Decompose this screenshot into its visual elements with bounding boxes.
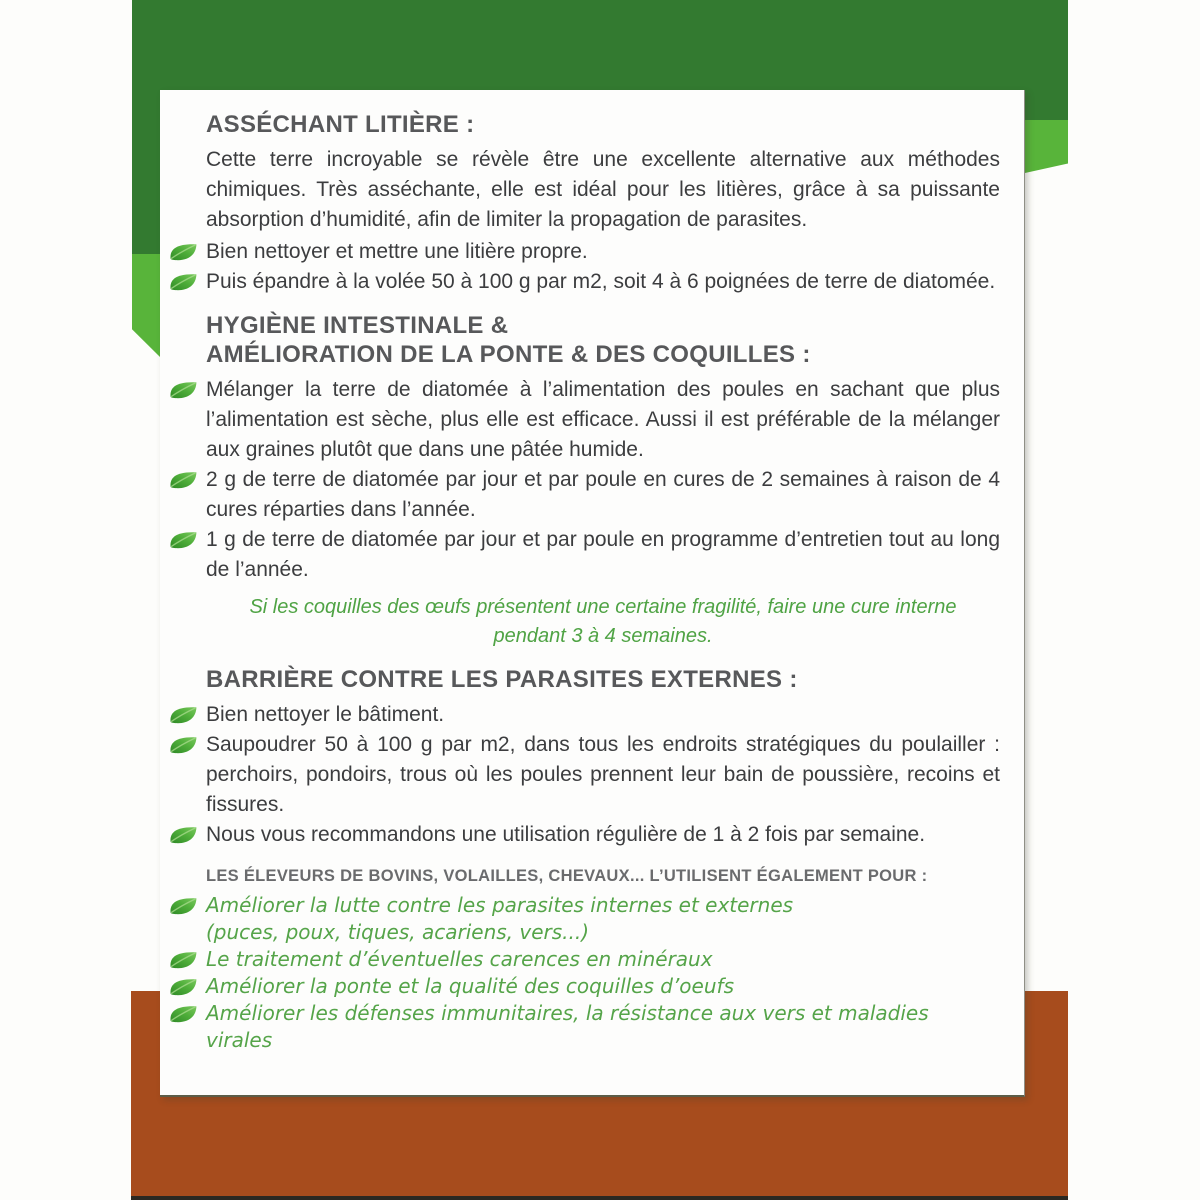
section-hygiene-intestinale <box>206 311 1000 651</box>
left-ribbon-tail <box>132 254 160 357</box>
note-text: Si les coquilles des œufs présentent une certaine fragilité, faire une cure interne pendant 3 à 4 semaines. <box>249 596 957 647</box>
bullet-item <box>206 267 1000 297</box>
green-bullet-item <box>206 973 1000 1000</box>
section-barriere-parasites <box>206 665 1000 850</box>
bullet-text: Nous vous recommandons une utilisation régulière de 1 à 2 fois par semaine. <box>206 823 926 846</box>
bullet-text: Saupoudrer 50 à 100 g par m2, dans tous les endroits stratégiques du poulailler : perchoirs, pondoirs, trous où les poules prennent leur bain de poussière, recoins et fissures. <box>206 733 1000 816</box>
leaf-icon <box>168 241 199 264</box>
section-heading-line2: AMÉLIORATION DE LA PONTE & DES COQUILLES : <box>206 341 811 368</box>
section-heading: ASSÉCHANT LITIÈRE : <box>206 111 475 138</box>
green-bullet-item <box>206 946 1000 973</box>
leaf-icon <box>168 271 199 294</box>
leaf-icon <box>168 824 199 847</box>
leaf-icon <box>168 704 199 727</box>
leaf-icon <box>168 469 199 492</box>
section-eleveurs <box>206 864 1000 1054</box>
bullet-text: Bien nettoyer le bâtiment. <box>206 703 445 726</box>
green-bullet-text: Améliorer la ponte et la qualité des coquilles d’oeufs <box>206 974 734 998</box>
bullet-text: 1 g de terre de diatomée par jour et par poule en programme d’entretien tout au long de l’année. <box>206 528 1000 581</box>
bullet-item <box>206 525 1000 585</box>
section-assechant-litiere <box>206 110 1000 297</box>
leaf-icon <box>168 949 199 972</box>
bullet-item <box>206 730 1000 820</box>
label-card <box>160 90 1025 1097</box>
right-ribbon-tail <box>1025 120 1068 173</box>
bullet-text: Bien nettoyer et mettre une litière propre. <box>206 240 588 263</box>
leaf-icon <box>168 976 199 999</box>
eleveurs-heading: LES ÉLEVEURS DE BOVINS, VOLAILLES, CHEVAUX... L’UTILISENT ÉGALEMENT POUR : <box>206 867 928 885</box>
green-bullet-text: Améliorer les défenses immunitaires, la résistance aux vers et maladies virales <box>206 1001 929 1052</box>
bullet-item <box>206 375 1000 465</box>
green-bullet-item <box>206 892 1000 946</box>
section-heading-line1: HYGIÈNE INTESTINALE & <box>206 312 509 339</box>
bullet-item <box>206 820 1000 850</box>
section-heading: BARRIÈRE CONTRE LES PARASITES EXTERNES : <box>206 666 798 693</box>
leaf-icon <box>168 379 199 402</box>
top-green-band <box>132 0 1068 94</box>
bullet-item <box>206 237 1000 267</box>
bullet-text: 2 g de terre de diatomée par jour et par poule en cures de 2 semaines à raison de 4 cures réparties dans l’année. <box>206 468 1000 521</box>
green-bullet-subtext: (puces, poux, tiques, acariens, vers...) <box>206 920 590 944</box>
green-bullet-text: Améliorer la lutte contre les parasites internes et externes <box>206 893 794 917</box>
bullet-item <box>206 700 1000 730</box>
green-bullet-item <box>206 1000 1000 1054</box>
left-ribbon <box>132 94 160 254</box>
right-ribbon <box>1025 94 1068 120</box>
bullet-item <box>206 465 1000 525</box>
bullet-text: Mélanger la terre de diatomée à l’alimentation des poules en sachant que plus l’alimentation est sèche, plus elle est efficace. Aussi il est préférable de la mélanger aux graines plutôt que dans une pâtée humide. <box>206 378 1000 461</box>
leaf-icon <box>168 895 199 918</box>
leaf-icon <box>168 529 199 552</box>
leaf-icon <box>168 734 199 757</box>
green-bullet-text: Le traitement d’éventuelles carences en minéraux <box>206 947 713 971</box>
leaf-icon <box>168 1003 199 1026</box>
bullet-text: Puis épandre à la volée 50 à 100 g par m2, soit 4 à 6 poignées de terre de diatomée. <box>206 270 996 293</box>
body-paragraph: Cette terre incroyable se révèle être une excellente alternative aux méthodes chimiques. Très asséchante, elle est idéal pour les litières, grâce à sa puissante absorption d’humidité, afin de limiter la propagation de parasites. <box>206 148 1000 231</box>
